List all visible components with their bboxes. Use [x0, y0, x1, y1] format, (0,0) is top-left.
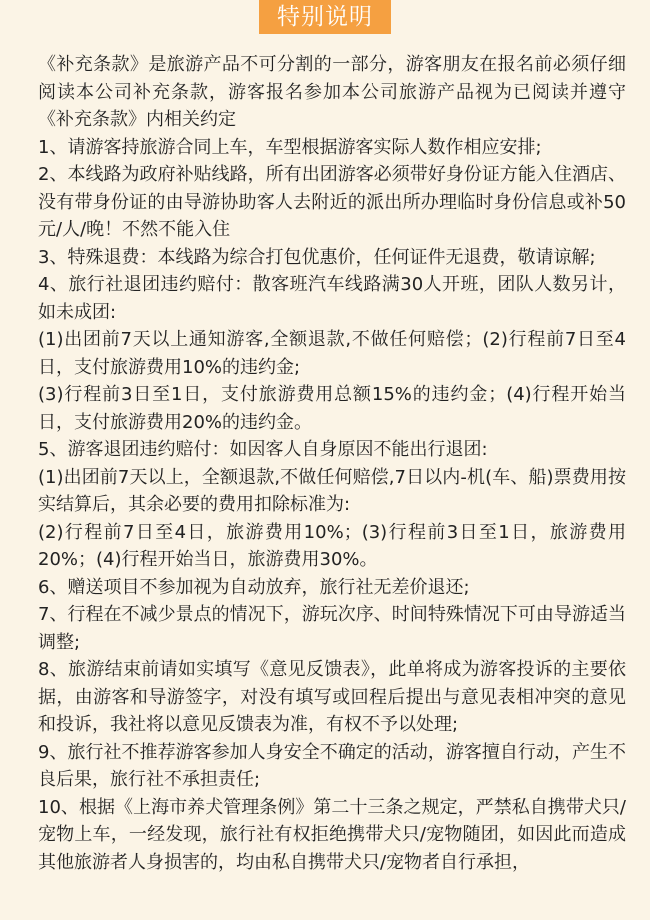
terms-item-1: 1、请游客持旅游合同上车，车型根据游客实际人数作相应安排;: [38, 136, 542, 158]
terms-item-3: 3、特殊退费：本线路为综合打包优惠价，任何证件无退费，敬请谅解;: [38, 246, 596, 268]
terms-item-5-sub-1: (1)出团前7天以上，全额退款,不做任何赔偿,7日以内-机(车、船)票费用按实结算后，其余必要的费用扣除标准为:: [38, 466, 626, 515]
terms-item-4: 4、旅行社退团违约赔付：散客班汽车线路满30人开班，团队人数另计，如未成团:: [38, 274, 626, 323]
terms-item-8: 8、旅游结束前请如实填写《意见反馈表》，此单将成为游客投诉的主要依据，由游客和导游签字，对没有填写或回程后提出与意见表相冲突的意见和投诉，我社将以意见反馈表为准，有权不予以处理;: [38, 659, 626, 735]
terms-item-2: 2、本线路为政府补贴线路，所有出团游客必须带好身份证方能入住酒店、没有带身份证的由导游协助客人去附近的派出所办理临时身份信息或补50元/人/晚！不然不能入住: [38, 164, 626, 240]
terms-item-9: 9、旅行社不推荐游客参加人身安全不确定的活动，游客擅自行动，产生不良后果，旅行社不承担责任;: [38, 741, 626, 790]
terms-content: [38, 51, 626, 876]
terms-item-10: 10、根据《上海市养犬管理条例》第二十三条之规定，严禁私自携带犬只/宠物上车，一经发现，旅行社有权拒绝携带犬只/宠物随团，如因此而造成其他旅游者人身损害的，均由私自携带犬只/宠物者自行承担，: [38, 796, 626, 873]
terms-item-7: 7、行程在不减少景点的情况下，游玩次序、时间特殊情况下可由导游适当调整;: [38, 604, 626, 653]
terms-item-4-sub-2: (3)行程前3日至1日，支付旅游费用总额15%的违约金；(4)行程开始当日，支付旅游费用20%的违约金。: [38, 384, 626, 433]
page-title: 特别说明: [259, 0, 391, 34]
terms-item-6: 6、赠送项目不参加视为自动放弃，旅行社无差价退还;: [38, 576, 470, 598]
terms-item-4-sub-1: (1)出团前7天以上通知游客,全额退款,不做任何赔偿；(2)行程前7日至4日，支付旅游费用10%的违约金;: [38, 329, 626, 378]
terms-intro: 《补充条款》是旅游产品不可分割的一部分，游客朋友在报名前必须仔细阅读本公司补充条款，游客报名参加本公司旅游产品视为已阅读并遵守《补充条款》内相关约定: [38, 54, 626, 130]
terms-item-5: 5、游客退团违约赔付：如因客人自身原因不能出行退团:: [38, 439, 488, 460]
title-banner: [0, 0, 650, 36]
terms-item-5-sub-2: (2)行程前7日至4日，旅游费用10%；(3)行程前3日至1日，旅游费用20%；(4)行程开始当日，旅游费用30%。: [38, 521, 626, 570]
